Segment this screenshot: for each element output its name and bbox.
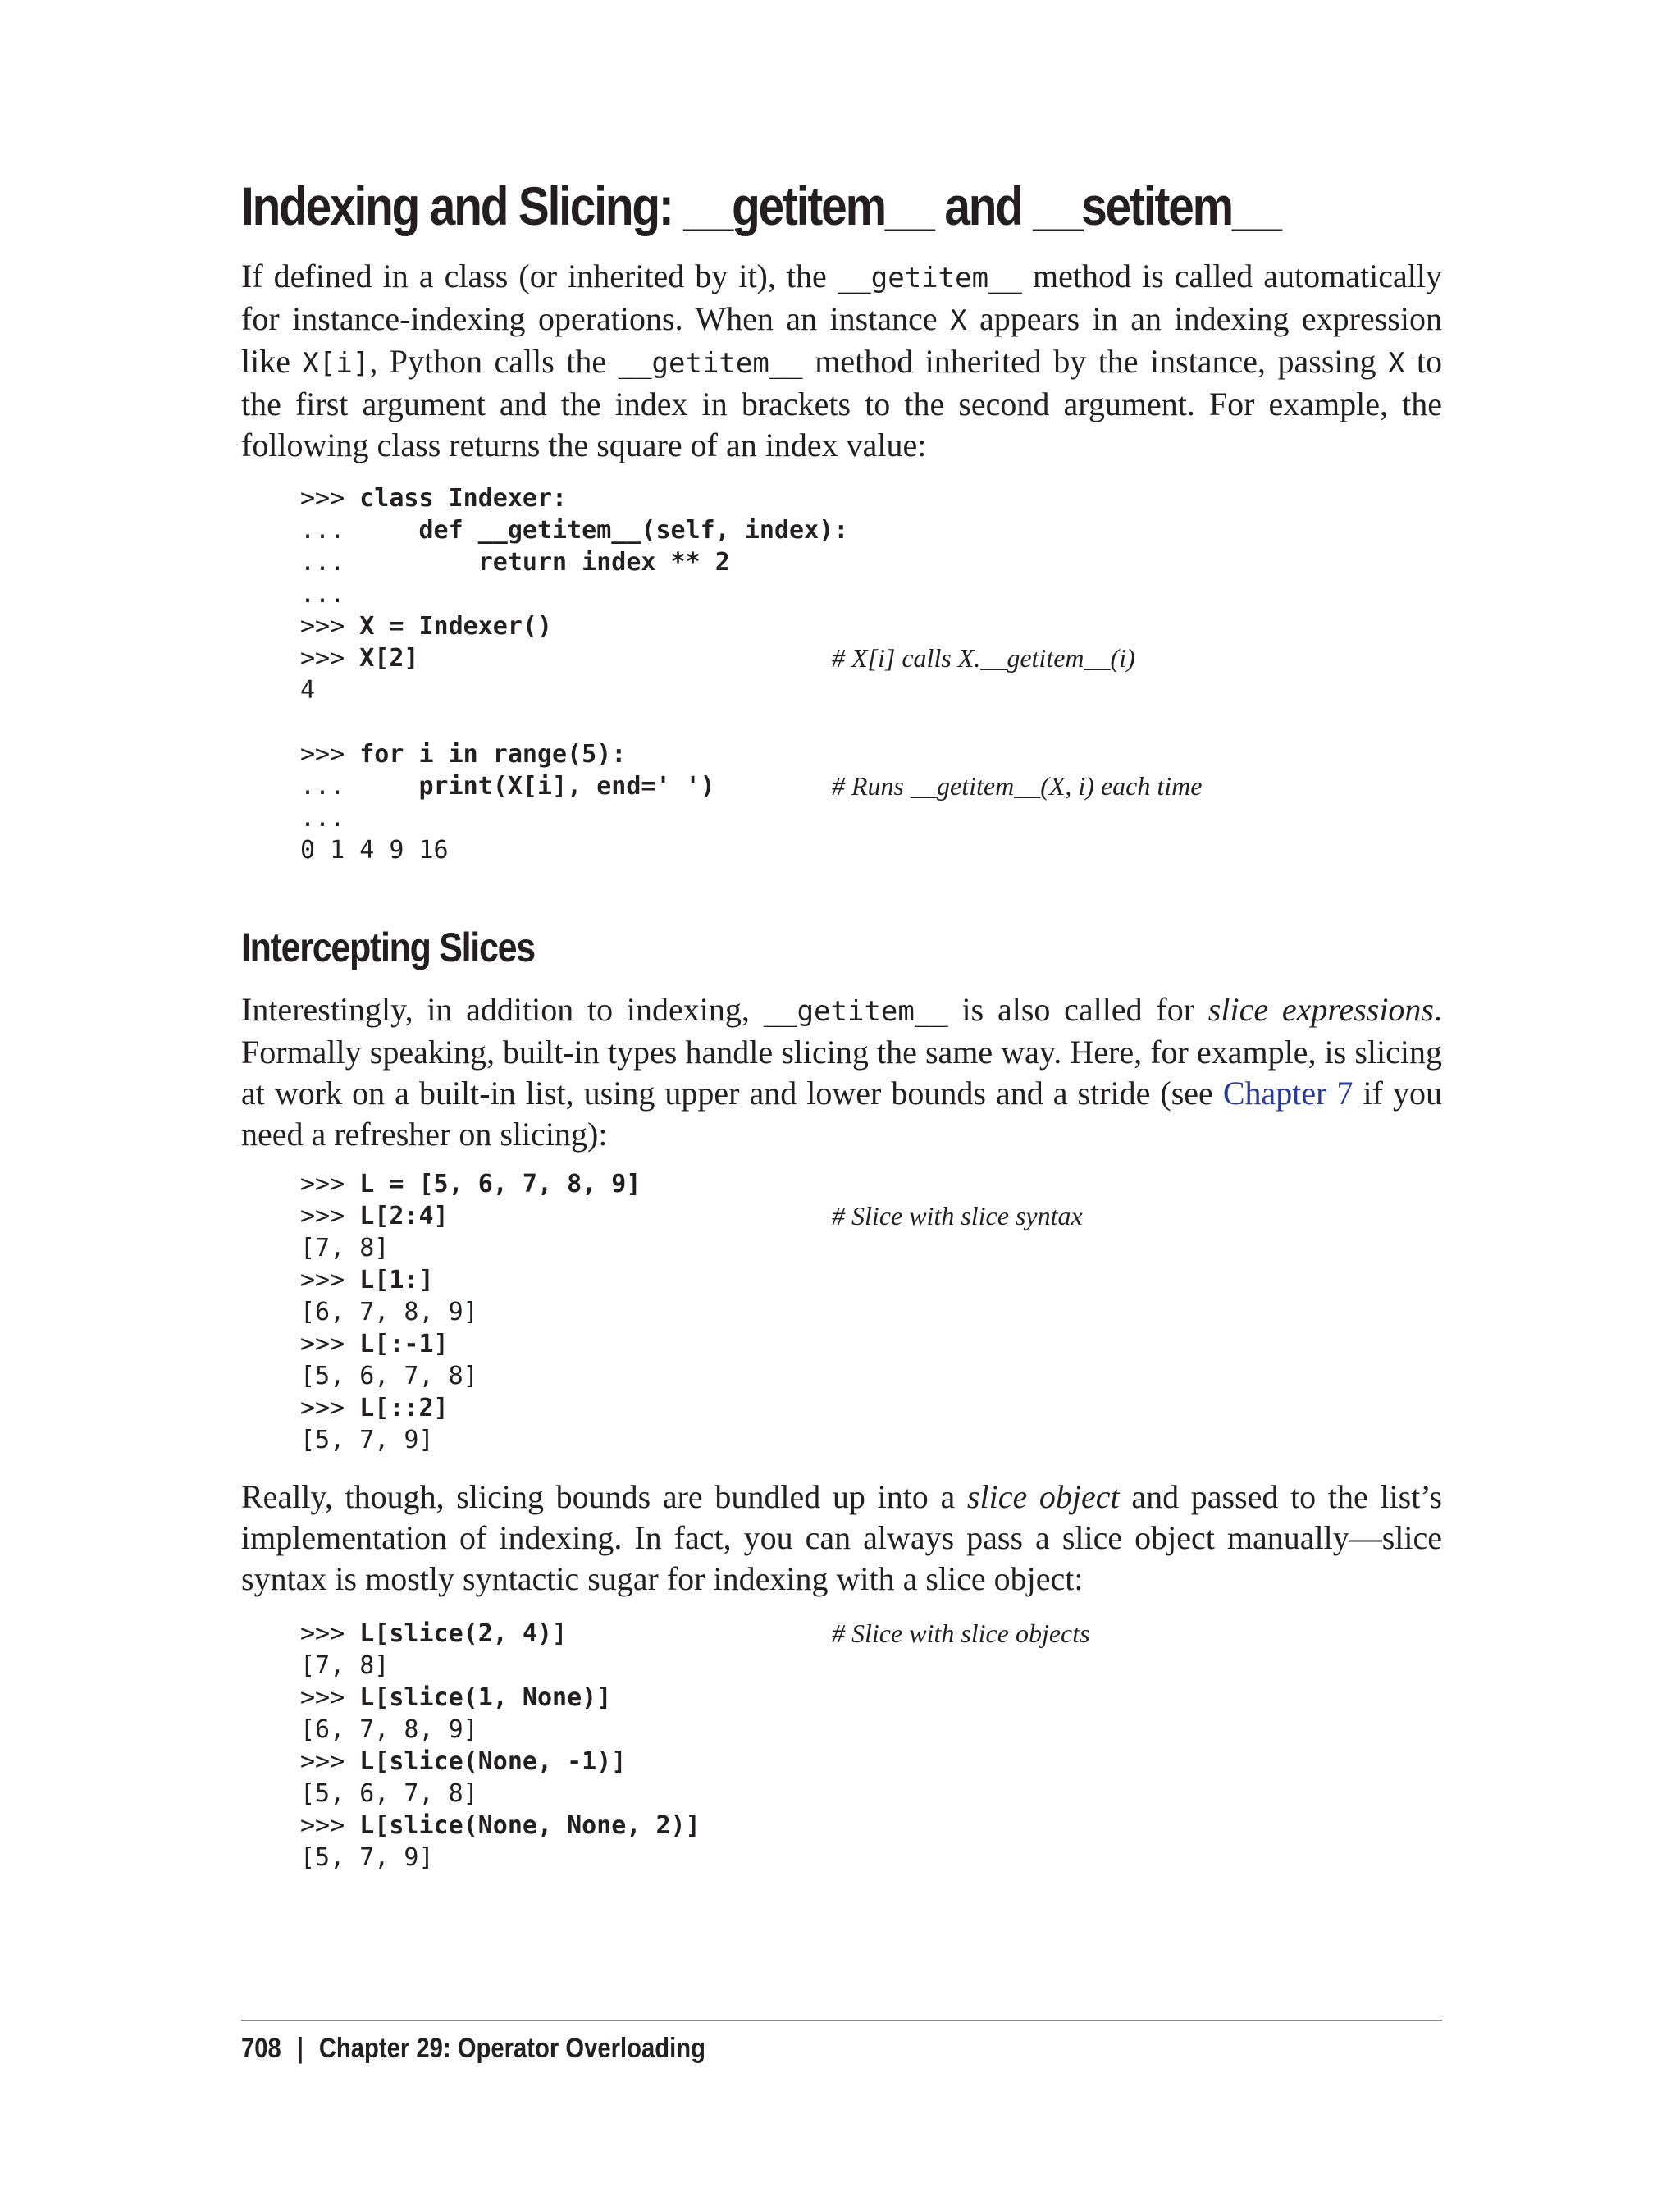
code-prompt: ... — [300, 516, 419, 545]
code-line — [300, 1618, 1090, 1650]
code-line — [300, 1232, 641, 1264]
code-line — [300, 482, 848, 514]
code-line — [300, 642, 1135, 674]
inline-code: __getitem__ — [618, 347, 803, 380]
code-input: X[2] — [359, 644, 419, 673]
code-line — [300, 738, 848, 770]
code-line — [300, 834, 848, 866]
code-line — [300, 1682, 701, 1714]
code-comment: # Slice with slice syntax — [832, 1201, 1083, 1230]
code-line — [300, 1810, 701, 1842]
code-comment: # Runs __getitem__(X, i) each time — [832, 771, 1203, 801]
code-prompt: >>> — [300, 1683, 360, 1712]
inline-code: X — [950, 304, 967, 337]
text-run: . Formally speaking, built-in types handle slicing the same way. Here, for example, is slicing at work on a built-in list, using upper and lower bounds and a stride (see — [241, 991, 1443, 1112]
code-prompt: ... — [300, 804, 345, 833]
code-prompt: >>> — [300, 1394, 360, 1422]
code-input: L[slice(1, None)] — [359, 1683, 612, 1712]
code-input: print(X[i], end=' ') — [418, 772, 715, 801]
text-run: appears in an indexing expression like — [241, 300, 1442, 380]
emphasis: slice object — [966, 1478, 1120, 1515]
code-line — [300, 802, 848, 834]
text-run: to the first argument and the index in brackets to the second argument. For example, the following class returns the square of an index value: — [241, 343, 1442, 463]
code-block-list-slicing — [300, 1168, 1083, 1456]
code-comment: # Slice with slice objects — [832, 1618, 1090, 1648]
code-input: L[::2] — [359, 1394, 449, 1422]
code-line — [300, 1842, 701, 1874]
code-prompt: [5, 7, 9] — [300, 1843, 434, 1872]
code-prompt: 0 1 4 9 16 — [300, 836, 449, 865]
code-prompt: [6, 7, 8, 9] — [300, 1715, 478, 1744]
code-block-indexer — [300, 482, 1203, 866]
emphasis: slice expressions — [1208, 991, 1435, 1028]
code-line — [300, 546, 848, 578]
inline-code: __getitem__ — [763, 995, 948, 1028]
code-input: return index ** 2 — [477, 548, 730, 577]
code-prompt: 4 — [300, 676, 316, 705]
code-line — [300, 1778, 701, 1810]
code-line — [300, 706, 848, 738]
code-input: def __getitem__(self, index): — [418, 516, 849, 545]
text-run: is also called for — [947, 991, 1208, 1028]
code-prompt: >>> — [300, 1747, 360, 1776]
inline-code: __getitem__ — [837, 262, 1022, 294]
code-line — [300, 610, 848, 642]
code-input: L[1:] — [359, 1266, 434, 1294]
code-line — [300, 1392, 641, 1424]
code-prompt: [7, 8] — [300, 1234, 390, 1262]
code-line — [300, 674, 848, 706]
code-prompt: >>> — [300, 1330, 360, 1358]
code-input: L = [5, 6, 7, 8, 9] — [359, 1170, 641, 1198]
code-input: L[:-1] — [359, 1330, 449, 1358]
code-line — [300, 1650, 701, 1682]
code-prompt: ... — [300, 548, 478, 577]
code-prompt: ... — [300, 772, 419, 801]
code-prompt: >>> — [300, 1170, 360, 1198]
code-input: class Indexer: — [359, 484, 568, 513]
code-input: L[slice(None, -1)] — [359, 1747, 627, 1776]
page-number: 708 — [241, 2033, 281, 2064]
code-prompt: >>> — [300, 644, 360, 673]
page-footer — [241, 2033, 705, 2065]
code-prompt: >>> — [300, 612, 360, 641]
code-line — [300, 1328, 641, 1360]
page-title: Indexing and Slicing: __getitem__ and __setitem__ — [241, 176, 1281, 236]
slice-object-paragraph — [241, 1477, 1442, 1600]
code-input: X = Indexer() — [359, 612, 553, 641]
code-line — [300, 1746, 701, 1778]
code-input: L[2:4] — [359, 1202, 449, 1230]
code-prompt: >>> — [300, 1202, 360, 1230]
code-prompt: [5, 6, 7, 8] — [300, 1779, 478, 1808]
code-prompt: >>> — [300, 1619, 360, 1648]
code-prompt: [6, 7, 8, 9] — [300, 1298, 478, 1326]
code-prompt: >>> — [300, 740, 360, 769]
intro-paragraph — [241, 256, 1442, 466]
text-run: and passed to the list’s implementation of indexing. In fact, you can always pass a slice object manually—slice syntax is mostly syntactic sugar for indexing with a slice object: — [241, 1478, 1442, 1597]
code-comment: # X[i] calls X.__getitem__(i) — [832, 643, 1135, 673]
code-input: L[slice(2, 4)] — [359, 1619, 568, 1648]
chapter-link[interactable]: Chapter 7 — [1222, 1075, 1354, 1112]
footer-separator: | — [296, 2033, 304, 2064]
code-prompt: [5, 7, 9] — [300, 1426, 434, 1454]
code-prompt: >>> — [300, 484, 360, 513]
text-run: method inherited by the instance, passing — [802, 343, 1388, 380]
footer-rule — [241, 2020, 1442, 2021]
text-run: Interestingly, in addition to indexing, — [241, 991, 764, 1028]
code-line — [300, 1360, 641, 1392]
slices-paragraph — [241, 989, 1442, 1155]
text-run: method is called automatically for instance-indexing operations. When an instance — [241, 258, 1442, 337]
code-line — [300, 770, 1203, 802]
code-line — [300, 514, 848, 546]
text-run: If defined in a class (or inherited by it), the — [241, 258, 838, 294]
section-heading: Intercepting Slices — [241, 924, 535, 970]
code-prompt: [5, 6, 7, 8] — [300, 1362, 478, 1390]
text-run: if you need a refresher on slicing): — [241, 1075, 1442, 1153]
code-prompt: >>> — [300, 1811, 360, 1840]
code-line — [300, 1168, 641, 1200]
text-run: , Python calls the — [369, 343, 619, 380]
code-line — [300, 578, 848, 610]
text-run: Really, though, slicing bounds are bundled up into a — [241, 1478, 967, 1515]
code-block-slice-objects — [300, 1618, 1090, 1874]
code-prompt: >>> — [300, 1266, 360, 1294]
code-prompt: ... — [300, 580, 345, 609]
code-line — [300, 1424, 641, 1456]
code-line — [300, 1714, 701, 1746]
inline-code: X[i] — [302, 347, 370, 380]
code-line — [300, 1200, 1083, 1232]
code-line — [300, 1296, 641, 1328]
code-line — [300, 1264, 641, 1296]
chapter-title: Chapter 29: Operator Overloading — [318, 2033, 706, 2064]
code-prompt: [7, 8] — [300, 1651, 390, 1680]
code-input: for i in range(5): — [359, 740, 627, 769]
inline-code: X — [1387, 347, 1405, 380]
code-input: L[slice(None, None, 2)] — [359, 1811, 701, 1840]
